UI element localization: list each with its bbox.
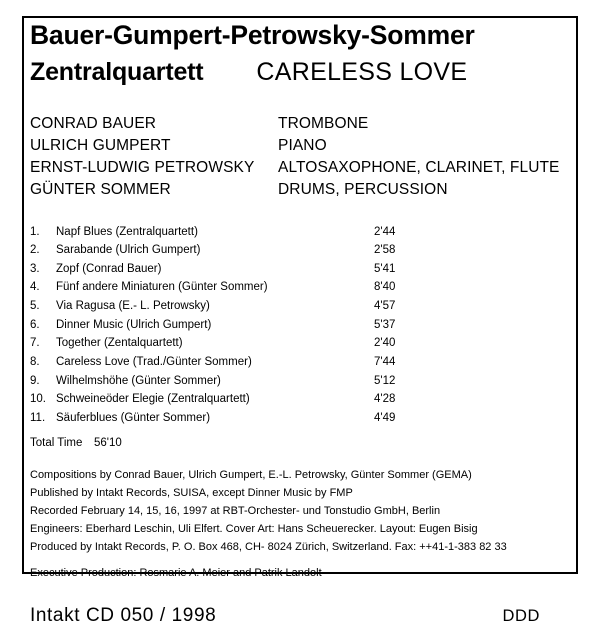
track-duration: 2'40 bbox=[374, 337, 396, 350]
personnel-name: CONRAD BAUER bbox=[30, 114, 157, 132]
track-duration: 8'40 bbox=[374, 281, 396, 294]
track-row bbox=[30, 223, 570, 242]
personnel-name: ERNST-LUDWIG PETROWSKY bbox=[30, 158, 255, 176]
footer-block bbox=[30, 605, 540, 627]
personnel-instrument: TROMBONE bbox=[278, 114, 369, 132]
track-title: Via Ragusa (E.- L. Petrowsky) bbox=[56, 300, 210, 312]
personnel-row bbox=[30, 179, 570, 201]
track-number: 2. bbox=[30, 244, 40, 257]
personnel-name: GÜNTER SOMMER bbox=[30, 180, 171, 198]
group-name: Zentralquartett bbox=[30, 57, 204, 86]
total-time-row bbox=[30, 437, 570, 449]
track-duration: 4'57 bbox=[374, 300, 396, 312]
track-title: Dinner Music (Ulrich Gumpert) bbox=[56, 318, 212, 331]
track-number: 3. bbox=[30, 262, 40, 275]
cover-content bbox=[30, 20, 570, 627]
total-time-label: Total Time bbox=[30, 437, 83, 450]
track-number: 7. bbox=[30, 337, 40, 350]
credit-line: Engineers: Eberhard Leschin, Uli Elfert. Cover Art: Hans Scheuerecker. Layout: Eugen Bisig bbox=[30, 522, 478, 535]
track-row bbox=[30, 353, 570, 372]
executive-production-line: Executive Production: Rosmarie A. Meier and Patrik Landolt bbox=[30, 567, 322, 580]
title-row-second bbox=[30, 58, 570, 87]
track-number: 5. bbox=[30, 300, 40, 312]
personnel-row bbox=[30, 113, 570, 135]
artists-title: Bauer-Gumpert-Petrowsky-Sommer bbox=[30, 20, 475, 50]
track-title: Napf Blues (Zentralquartett) bbox=[56, 225, 198, 238]
track-duration: 4'28 bbox=[374, 393, 396, 406]
track-number: 8. bbox=[30, 355, 40, 368]
track-row bbox=[30, 278, 570, 297]
track-title: Together (Zentalquartett) bbox=[56, 337, 183, 350]
credit-line: Published by Intakt Records, SUISA, except Dinner Music by FMP bbox=[30, 487, 353, 500]
track-duration: 5'41 bbox=[374, 262, 396, 275]
album-title: CARELESS LOVE bbox=[256, 57, 468, 86]
personnel-instrument: ALTOSAXOPHONE, CLARINET, FLUTE bbox=[278, 158, 560, 176]
personnel-name: ULRICH GUMPERT bbox=[30, 136, 171, 154]
track-number: 11. bbox=[30, 411, 46, 424]
credit-line: Recorded February 14, 15, 16, 1997 at RBT-Orchester- und Tonstudio GmbH, Berlin bbox=[30, 505, 441, 517]
track-duration: 4'49 bbox=[374, 411, 396, 424]
track-row bbox=[30, 334, 570, 353]
personnel-instrument: DRUMS, PERCUSSION bbox=[278, 180, 448, 198]
track-duration: 2'58 bbox=[374, 244, 396, 257]
track-number: 4. bbox=[30, 281, 40, 294]
track-row bbox=[30, 241, 570, 260]
track-title: Zopf (Conrad Bauer) bbox=[56, 262, 162, 275]
track-row bbox=[30, 316, 570, 335]
track-row bbox=[30, 409, 570, 428]
track-number: 10. bbox=[30, 393, 46, 406]
track-number: 9. bbox=[30, 374, 40, 387]
personnel-row bbox=[30, 157, 570, 179]
track-row bbox=[30, 390, 570, 409]
credits-block bbox=[30, 467, 570, 583]
personnel-row bbox=[30, 135, 570, 157]
track-number: 6. bbox=[30, 318, 40, 331]
track-title: Schweineöder Elegie (Zentralquartett) bbox=[56, 393, 250, 406]
header-block bbox=[30, 22, 570, 87]
track-title: Fünf andere Miniaturen (Günter Sommer) bbox=[56, 281, 268, 294]
track-duration: 7'44 bbox=[374, 355, 396, 368]
track-list bbox=[30, 223, 570, 450]
track-row bbox=[30, 297, 570, 316]
track-title: Wilhelmshöhe (Günter Sommer) bbox=[56, 374, 221, 387]
personnel-instrument: PIANO bbox=[278, 136, 327, 154]
track-duration: 5'37 bbox=[374, 318, 396, 331]
track-row bbox=[30, 372, 570, 391]
total-time-value: 56'10 bbox=[94, 437, 122, 450]
audio-format-code: DDD bbox=[502, 607, 540, 626]
track-title: Careless Love (Trad./Günter Sommer) bbox=[56, 355, 252, 368]
track-duration: 2'44 bbox=[374, 225, 396, 238]
catalog-number: Intakt CD 050 / 1998 bbox=[30, 605, 217, 627]
track-row bbox=[30, 260, 570, 279]
track-title: Sarabande (Ulrich Gumpert) bbox=[56, 244, 201, 257]
credit-line: Compositions by Conrad Bauer, Ulrich Gumpert, E.-L. Petrowsky, Günter Sommer (GEMA) bbox=[30, 469, 472, 482]
personnel-list bbox=[30, 113, 570, 201]
track-duration: 5'12 bbox=[374, 374, 396, 387]
credit-line: Produced by Intakt Records, P. O. Box 468, CH- 8024 Zürich, Switzerland. Fax: ++41-1-383 82 33 bbox=[30, 540, 507, 553]
track-title: Säuferblues (Günter Sommer) bbox=[56, 411, 211, 424]
track-number: 1. bbox=[30, 225, 40, 238]
